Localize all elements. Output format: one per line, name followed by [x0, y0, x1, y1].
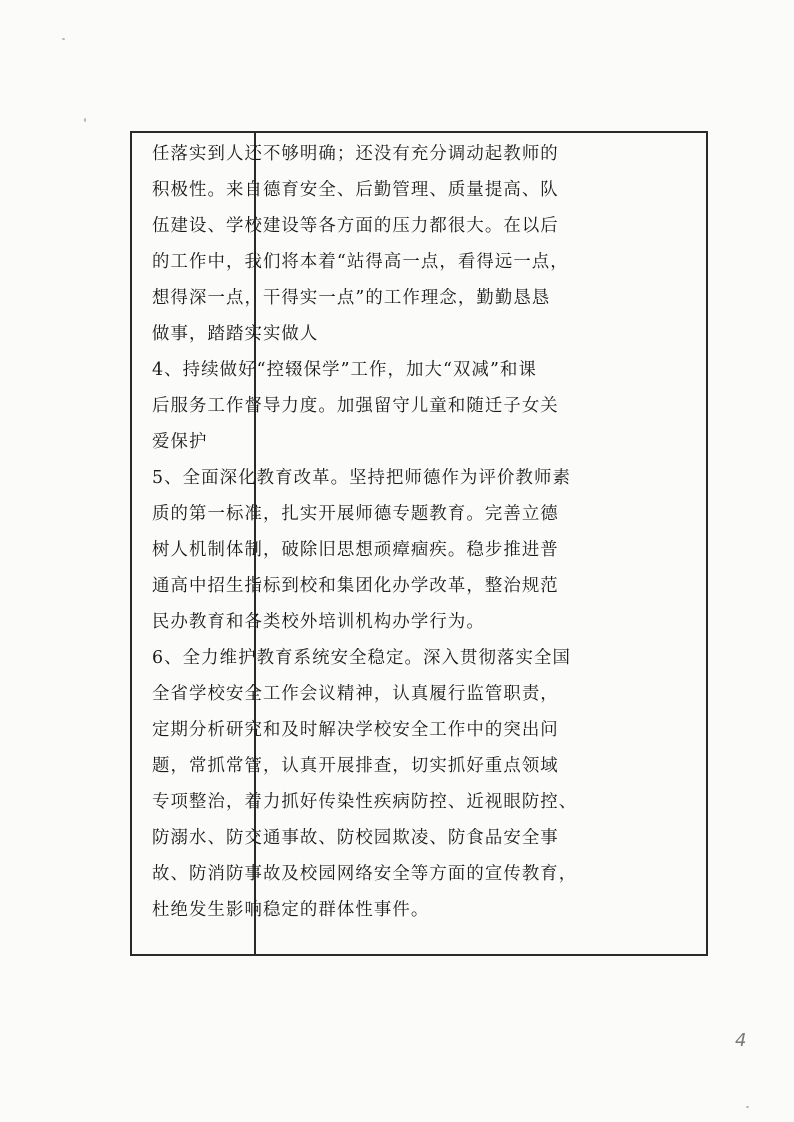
text-line: 任落实到人还不够明确；还没有充分调动起教师的 — [152, 144, 559, 164]
scan-speck — [84, 118, 86, 122]
text-line: 故、防消防事故及校园网络安全等方面的宣传教育， — [152, 864, 578, 884]
text-line: 通高中招生指标到校和集团化办学改革，整治规范 — [152, 576, 559, 596]
scan-speck — [62, 38, 65, 40]
text-line: 树人机制体制，破除旧思想顽瘴痼疾。稳步推进普 — [152, 540, 559, 560]
text-line: 质的第一标准，扎实开展师德专题教育。完善立德 — [152, 504, 559, 524]
text-line: 6、全力维护教育系统安全稳定。深入贯彻落实全国 — [152, 648, 571, 668]
text-line: 定期分析研究和及时解决学校安全工作中的突出问 — [152, 720, 559, 740]
text-line: 民办教育和各类校外培训机构办学行为。 — [152, 612, 485, 632]
text-line: 全省学校安全工作会议精神，认真履行监管职责， — [152, 684, 559, 704]
text-line: 5、全面深化教育改革。坚持把师德作为评价教师素 — [152, 468, 571, 488]
text-line: 的工作中，我们将本着“站得高一点，看得远一点， — [152, 252, 569, 272]
text-line: 4、持续做好“控辍保学”工作，加大“双减”和课 — [152, 360, 537, 380]
text-line: 爱保护 — [152, 432, 208, 452]
text-line: 伍建设、学校建设等各方面的压力都很大。在以后 — [152, 216, 559, 236]
text-line: 后服务工作督导力度。加强留守儿童和随迁子女关 — [152, 396, 559, 416]
text-line: 防溺水、防交通事故、防校园欺凌、防食品安全事 — [152, 828, 559, 848]
text-line: 做事，踏踏实实做人 — [152, 324, 319, 344]
text-line: 想得深一点，干得实一点”的工作理念，勤勤恳恳 — [152, 288, 551, 308]
page-number: 4 — [735, 1030, 747, 1051]
scan-speck — [746, 1106, 749, 1108]
text-line: 专项整治，着力抓好传染性疾病防控、近视眼防控、 — [152, 792, 578, 812]
text-line: 杜绝发生影响稳定的群体性事件。 — [152, 900, 430, 920]
text-line: 题，常抓常管，认真开展排查，切实抓好重点领域 — [152, 756, 559, 776]
text-line: 积极性。来自德育安全、后勤管理、质量提高、队 — [152, 180, 559, 200]
